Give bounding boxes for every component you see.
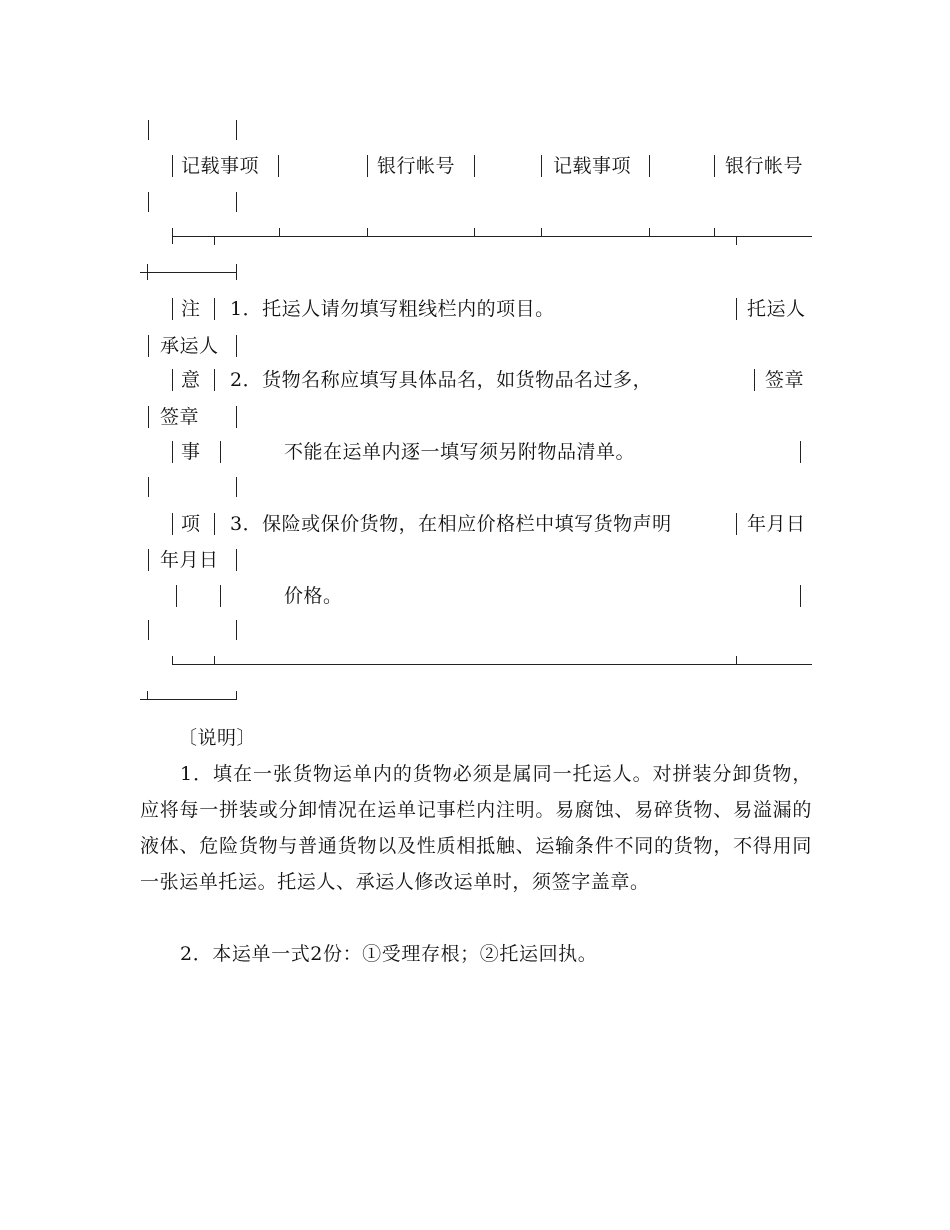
signature-label-wrap: 签章 <box>160 406 200 428</box>
note-line-3-cont: 价格。 <box>284 585 343 607</box>
border <box>148 620 149 640</box>
rule-tick <box>541 228 542 237</box>
border <box>214 298 215 320</box>
note-line-3: 3．保险或保价货物，在相应价格栏中填写货物声明 <box>230 513 672 535</box>
rule-tick <box>214 236 215 245</box>
rule-tick <box>714 228 715 237</box>
rule-tick <box>147 691 148 700</box>
bottom-rule-wrap <box>140 699 236 700</box>
label-record-items-1: 记载事项 <box>181 155 260 177</box>
rule-tick <box>367 228 368 237</box>
border <box>172 513 173 535</box>
border <box>236 549 237 571</box>
border <box>172 441 173 463</box>
border <box>148 192 149 212</box>
middle-rule <box>172 236 812 237</box>
border <box>236 406 237 428</box>
rule-tick <box>214 656 215 665</box>
border-mid <box>236 120 237 140</box>
explanation-paragraph-1: 1．填在一张货物运单内的货物必须是属同一托运人。对拼装分卸货物，应将每一拼装或分卸情况在运单记事栏内注明。易腐蚀、易碎货物、易溢漏的液体、危险货物与普通货物以及性质相抵触、运输条件不同的货物，不得用同一张运单托运。托运人、承运人修改运单时，须签字盖章。 <box>140 763 812 893</box>
border <box>714 155 715 177</box>
border-left <box>148 120 149 140</box>
rule-tick <box>172 656 173 665</box>
label-bank-account-1: 银行帐号 <box>377 155 456 177</box>
border <box>474 155 475 177</box>
bottom-rule <box>172 664 812 665</box>
rule-tick <box>147 264 148 280</box>
carrier-label: 承运人 <box>160 335 219 357</box>
border <box>172 298 173 320</box>
border <box>736 298 737 320</box>
border <box>236 192 237 212</box>
border <box>367 155 368 177</box>
border <box>754 369 755 391</box>
border <box>172 155 173 177</box>
border <box>220 441 221 463</box>
border <box>236 620 237 640</box>
border <box>736 513 737 535</box>
border <box>236 477 237 497</box>
rule-tick <box>649 228 650 237</box>
notes-label-char-2: 意 <box>181 369 201 391</box>
rule-tick <box>279 228 280 237</box>
date-label-right: 年月日 <box>747 513 806 535</box>
border <box>214 513 215 535</box>
note-line-2: 2．货物名称应填写具体品名，如货物品名过多， <box>230 369 653 391</box>
border <box>800 585 801 607</box>
border <box>220 585 221 607</box>
border <box>800 441 801 463</box>
border <box>649 155 650 177</box>
border <box>148 335 149 357</box>
explanation-paragraph-2: 2．本运单一式2份：①受理存根；②托运回执。 <box>180 943 598 965</box>
note-line-2-cont: 不能在运单内逐一填写须另附物品清单。 <box>284 441 636 463</box>
rule-tick <box>736 656 737 665</box>
border <box>214 369 215 391</box>
notes-label-char-4: 项 <box>181 513 201 535</box>
middle-rule-wrap <box>140 272 236 273</box>
signature-label-right: 签章 <box>765 369 805 391</box>
notes-label-char-3: 事 <box>181 441 201 463</box>
border <box>148 477 149 497</box>
consignor-label: 托运人 <box>747 298 806 320</box>
border <box>172 369 173 391</box>
notes-label-char-1: 注 <box>181 298 201 320</box>
rule-tick <box>236 691 237 700</box>
border <box>148 549 149 571</box>
border <box>148 406 149 428</box>
border <box>236 335 237 357</box>
rule-tick <box>474 228 475 237</box>
rule-tick <box>236 264 237 280</box>
rule-tick <box>736 236 737 245</box>
note-line-1: 1．托运人请勿填写粗线栏内的项目。 <box>230 298 555 320</box>
rule-tick <box>172 228 173 244</box>
border <box>541 155 542 177</box>
explanation-heading: 〔说明〕 <box>178 727 257 749</box>
label-bank-account-2: 银行帐号 <box>725 155 804 177</box>
border <box>176 585 177 607</box>
border <box>278 155 279 177</box>
label-record-items-2: 记载事项 <box>553 155 632 177</box>
date-label-wrap: 年月日 <box>160 549 219 571</box>
